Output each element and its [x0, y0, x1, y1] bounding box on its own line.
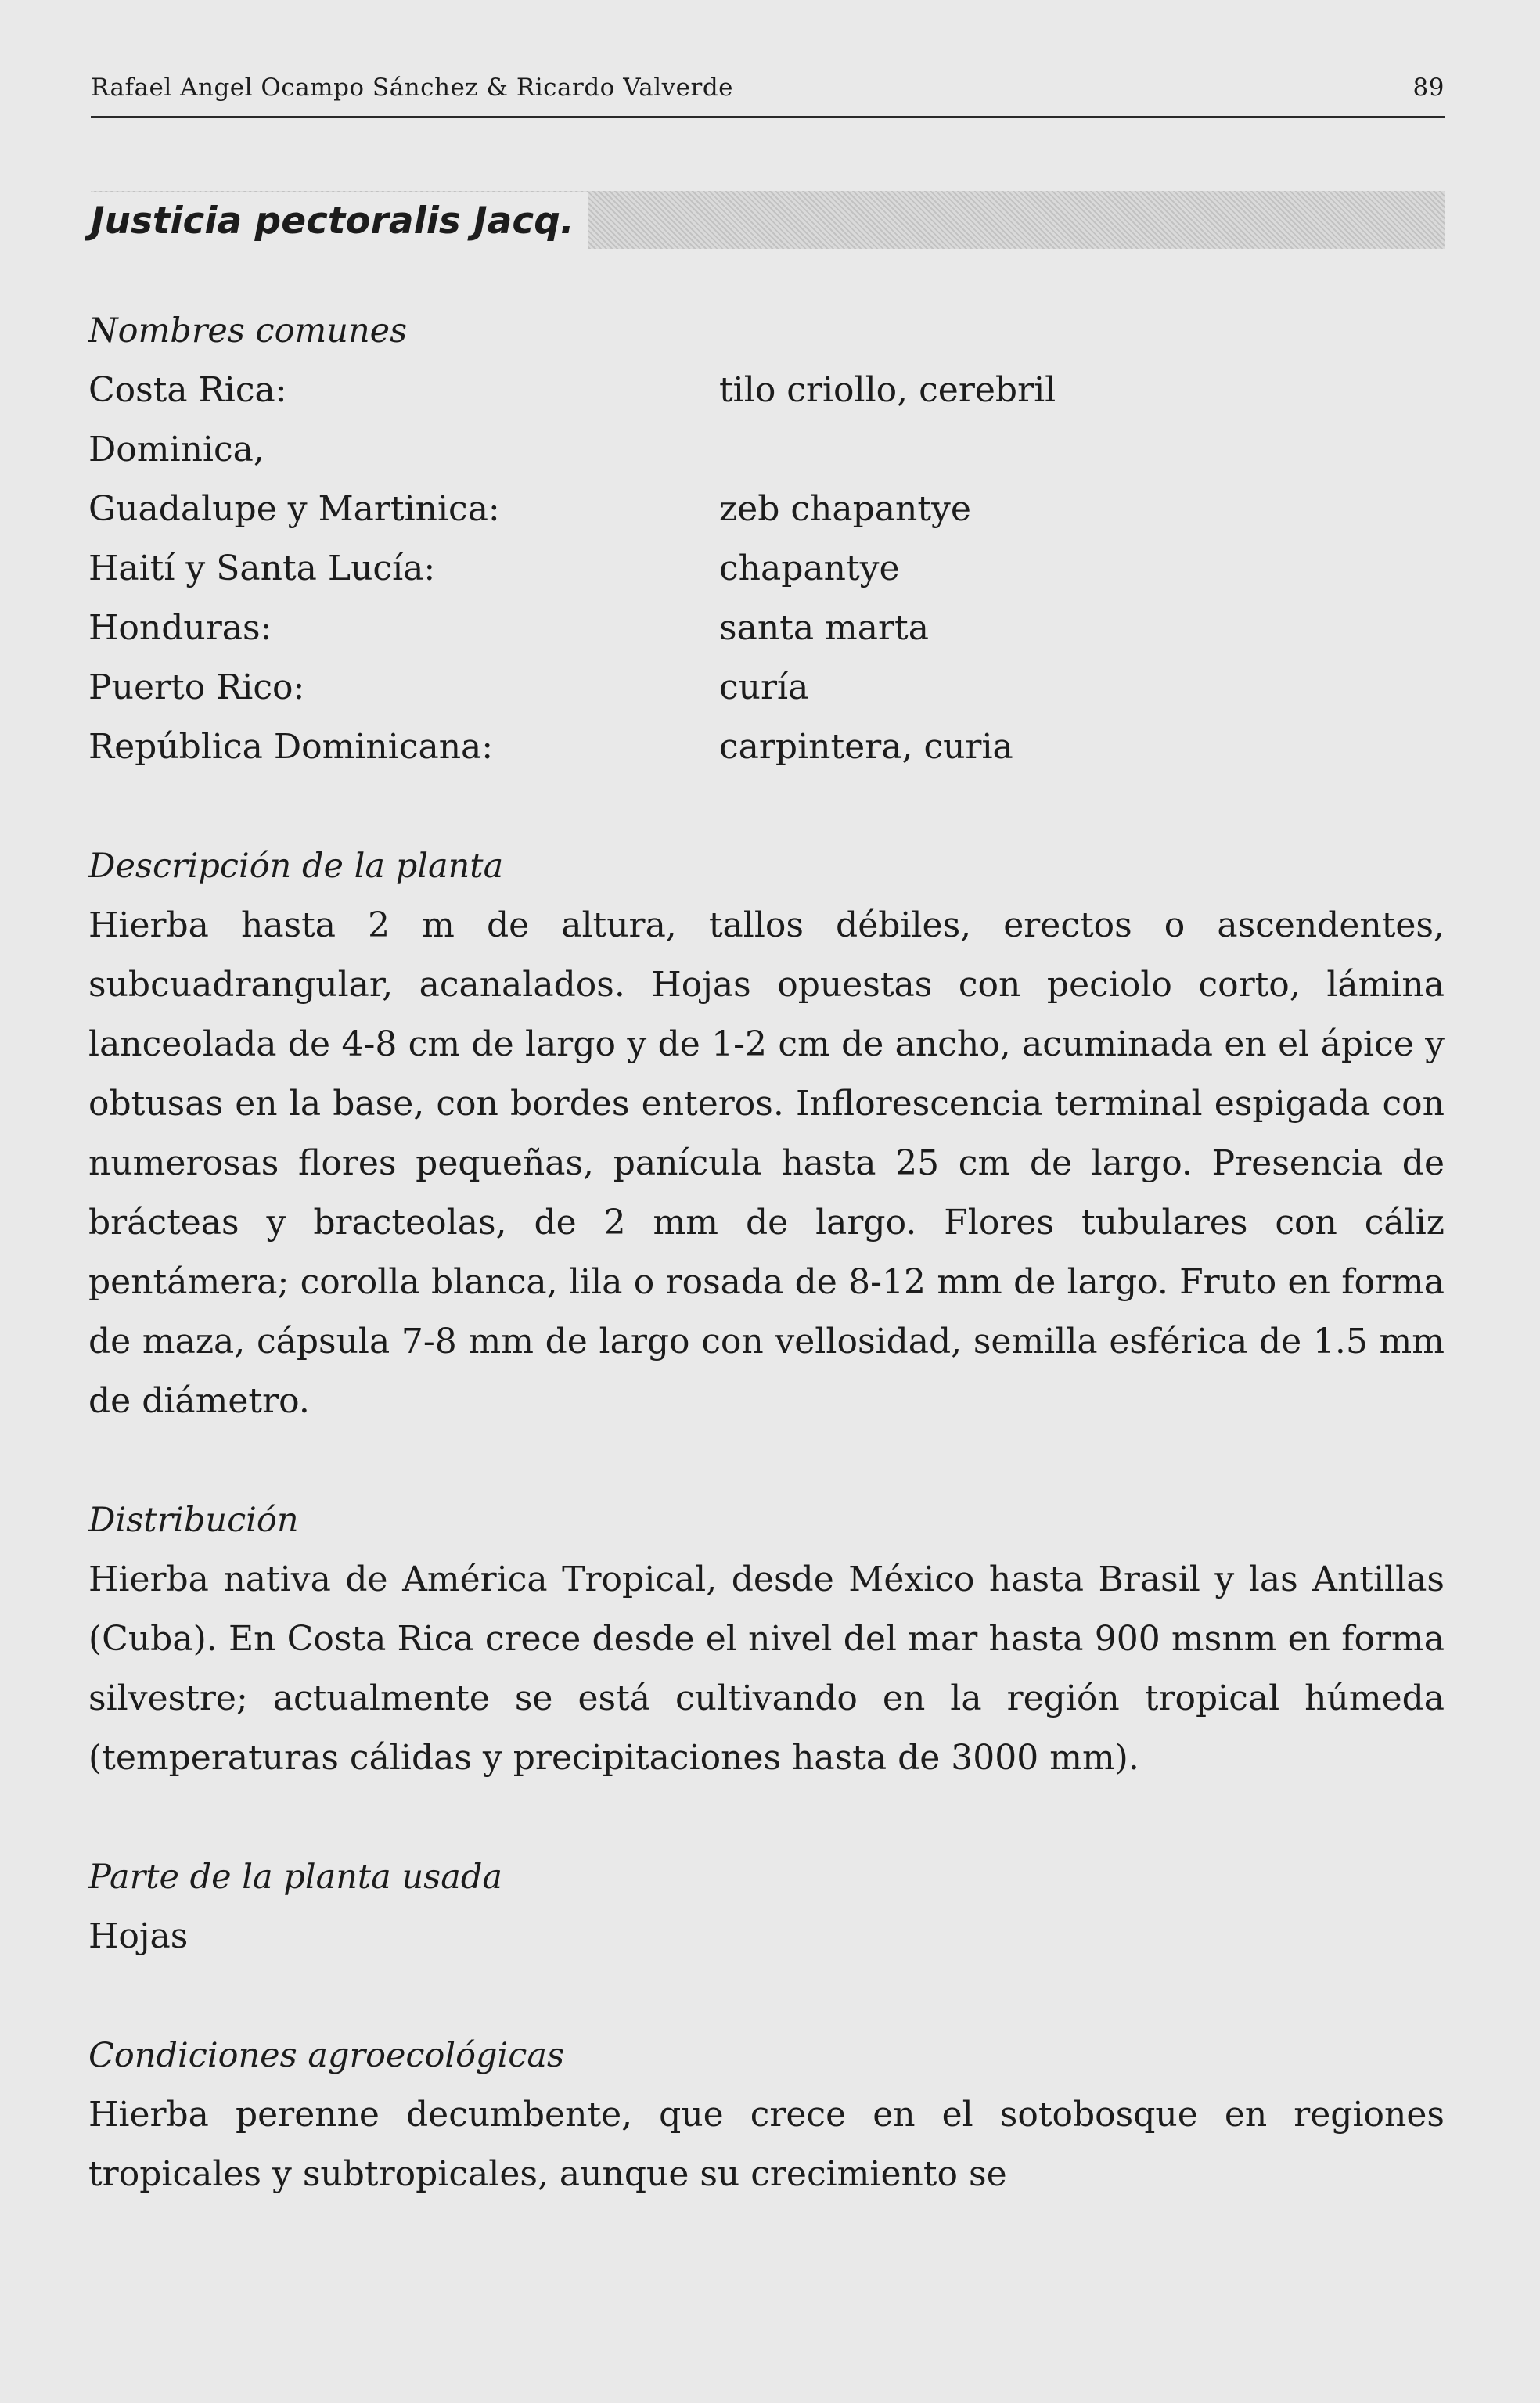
- conditions-heading: Condiciones agroecológicas: [88, 2036, 565, 2075]
- common-name-row: [88, 718, 1445, 777]
- common-name: curía: [719, 667, 809, 707]
- common-name-row: [88, 539, 1445, 599]
- common-names-table: [88, 361, 1445, 777]
- country-label: Honduras:: [88, 608, 272, 648]
- common-name: chapantye: [719, 549, 900, 588]
- common-name: tilo criollo, cerebril: [719, 370, 1056, 410]
- running-header: [91, 74, 1445, 102]
- common-name: zeb chapantye: [719, 489, 971, 529]
- country-label: República Dominicana:: [88, 727, 494, 767]
- country-label: Costa Rica:: [88, 370, 287, 410]
- page-number: 89: [1412, 74, 1445, 102]
- part-used-heading: Parte de la planta usada: [88, 1858, 503, 1897]
- common-name-row: [88, 658, 1445, 718]
- section-gap: [88, 777, 1445, 836]
- species-title: Justicia pectoralis Jacq.: [91, 192, 588, 250]
- country-label: Haití y Santa Lucía:: [88, 549, 436, 588]
- section-gap: [88, 1966, 1445, 2026]
- part-used-text: Hojas: [88, 1916, 189, 1956]
- conditions-text: Hierba perenne decumbente, que crece en el sotobosque en regiones tropicales y subtropicales, aunque su crecimiento se: [88, 2095, 1445, 2194]
- country-label: Dominica,: [88, 430, 264, 469]
- header-rule: [91, 116, 1445, 118]
- content: [88, 301, 1445, 2204]
- description-heading: Descripción de la planta: [88, 847, 504, 886]
- header-authors: Rafael Angel Ocampo Sánchez & Ricardo Valverde: [91, 74, 734, 102]
- common-name-row: [88, 599, 1445, 658]
- distribution-text: Hierba nativa de América Tropical, desde México hasta Brasil y las Antillas (Cuba). En Costa Rica crece desde el nivel del mar hasta 900 msnm en forma silvestre; actualmente se está cultivando en la región tropical húmeda (temperaturas cálidas y precipitaciones hasta de 3000 mm).: [88, 1559, 1445, 1778]
- distribution-heading: Distribución: [88, 1501, 299, 1540]
- description-text: Hierba hasta 2 m de altura, tallos débiles, erectos o ascendentes, subcuadrangular, acanalados. Hojas opuestas con peciolo corto, lámina lanceolada de 4-8 cm de largo y de 1-2 cm de ancho, acuminada en el ápice y obtusas en la base, con bordes enteros. Inflorescencia terminal espigada con numerosas flores pequeñas, panícula hasta 25 cm de largo. Presencia de brácteas y bracteolas, de 2 mm de largo. Flores tubulares con cáliz pentámera; corolla blanca, lila o rosada de 8-12 mm de largo. Fruto en forma de maza, cápsula 7-8 mm de largo con vellosidad, semilla esférica de 1.5 mm de diámetro.: [88, 905, 1445, 1421]
- country-label: Puerto Rico:: [88, 667, 305, 707]
- country-label: Guadalupe y Martinica:: [88, 489, 500, 529]
- section-gap: [88, 1431, 1445, 1491]
- common-names-heading: Nombres comunes: [88, 311, 408, 351]
- common-name-row: [88, 420, 1445, 480]
- common-name: santa marta: [719, 608, 929, 648]
- common-name: carpintera, curia: [719, 727, 1013, 767]
- section-gap: [88, 1788, 1445, 1847]
- common-name-row: [88, 361, 1445, 420]
- common-name-row: [88, 480, 1445, 539]
